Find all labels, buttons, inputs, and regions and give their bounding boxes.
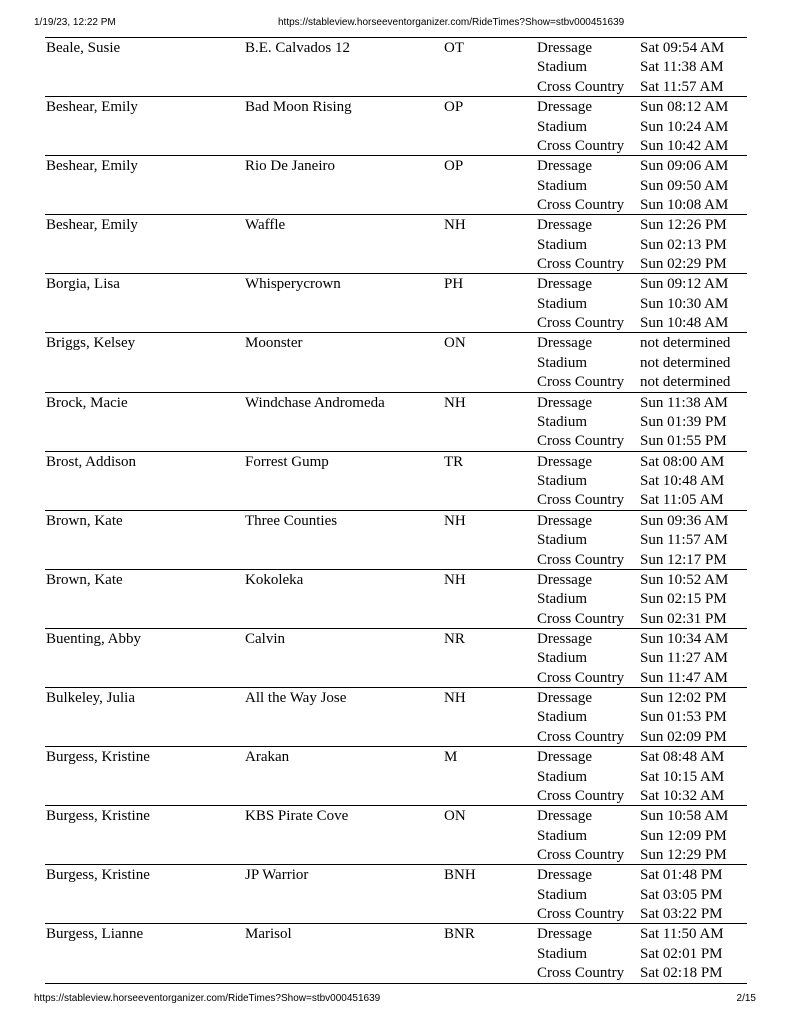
ride-time: Sun 12:17 PM: [640, 551, 727, 568]
phase-label: Stadium: [537, 473, 588, 490]
ride-time: Sun 09:50 AM: [640, 177, 729, 194]
table-row: [45, 924, 747, 983]
division-code: OT: [444, 40, 464, 56]
ride-time: Sun 11:57 AM: [640, 532, 728, 549]
phase-list: [537, 512, 624, 570]
horse-name: Waffle: [245, 217, 286, 234]
phase-label: Stadium: [537, 295, 588, 312]
ride-time: Sat 02:18 PM: [640, 965, 723, 982]
phase-label: Stadium: [537, 945, 588, 962]
phase-label: Dressage: [537, 630, 592, 647]
ride-time: Sun 10:52 AM: [640, 571, 729, 588]
phase-list: [537, 689, 624, 747]
ride-time: Sun 10:30 AM: [640, 295, 729, 312]
phase-list: [537, 334, 624, 392]
ride-time: Sun 02:31 PM: [640, 610, 727, 627]
rider-name: Beshear, Emily: [46, 99, 138, 116]
ride-time: Sun 11:38 AM: [640, 394, 728, 411]
rider-name: Burgess, Kristine: [46, 808, 150, 825]
division-code: TR: [444, 453, 464, 470]
horse-name: Whisperycrown: [245, 276, 341, 293]
phase-label: Cross Country: [537, 78, 625, 95]
ride-time-list: [640, 98, 728, 156]
table-row: [45, 865, 747, 924]
rider-name: Brost, Addison: [46, 453, 137, 470]
phase-label: Dressage: [537, 512, 592, 529]
print-footer: [0, 993, 791, 1007]
phase-label: Cross Country: [537, 433, 625, 450]
division-code: NH: [444, 512, 466, 529]
rider-name: Beshear, Emily: [46, 158, 138, 175]
phase-label: Cross Country: [537, 847, 625, 864]
ride-time: Sat 11:50 AM: [640, 926, 724, 943]
phase-list: [537, 98, 624, 156]
rider-name: Brown, Kate: [46, 512, 123, 529]
division-code: M: [444, 749, 458, 766]
table-row: [45, 274, 747, 333]
print-header: [0, 17, 791, 31]
ride-time: Sun 10:48 AM: [640, 315, 729, 332]
horse-name: Windchase Andromeda: [245, 394, 385, 411]
phase-label: Cross Country: [537, 137, 625, 154]
phase-label: Dressage: [537, 690, 592, 707]
phase-label: Dressage: [537, 99, 592, 116]
phase-label: Stadium: [537, 650, 588, 667]
phase-label: Stadium: [537, 59, 588, 76]
horse-name: Marisol: [245, 926, 292, 943]
phase-label: Stadium: [537, 768, 588, 785]
ride-time-list: [640, 571, 728, 629]
phase-label: Stadium: [537, 709, 588, 726]
table-row: [45, 38, 747, 97]
ride-time: Sun 09:36 AM: [640, 512, 729, 529]
phase-list: [537, 630, 624, 688]
ride-time: Sun 01:55 PM: [640, 433, 727, 450]
phase-label: Dressage: [537, 571, 592, 588]
ride-time: Sun 10:42 AM: [640, 137, 729, 154]
horse-name: All the Way Jose: [245, 690, 347, 707]
horse-name: Calvin: [245, 630, 285, 647]
print-header-url: https://stableview.horseeventorganizer.com/RideTimes?Show=stbv000451639: [278, 17, 625, 28]
ride-time-list: [640, 807, 728, 865]
ride-time: Sat 03:22 PM: [640, 906, 723, 923]
horse-name: Kokoleka: [245, 571, 304, 588]
phase-label: Cross Country: [537, 610, 625, 627]
ride-time: Sun 01:39 PM: [640, 413, 727, 430]
table-row: [45, 333, 747, 392]
phase-label: Dressage: [537, 867, 592, 884]
ride-time: Sat 08:00 AM: [640, 453, 725, 470]
phase-label: Cross Country: [537, 906, 625, 923]
table-row: [45, 393, 747, 452]
table-row: [45, 806, 747, 865]
table-row: [45, 452, 747, 511]
phase-label: Cross Country: [537, 197, 625, 213]
ride-time: Sun 02:15 PM: [640, 591, 727, 608]
ride-time: Sun 12:09 PM: [640, 827, 727, 844]
horse-name: Moonster: [245, 335, 303, 352]
rider-name: Brown, Kate: [46, 571, 123, 588]
phase-label: Cross Country: [537, 374, 625, 391]
ride-time: Sat 01:48 PM: [640, 867, 723, 884]
phase-label: Cross Country: [537, 965, 625, 982]
phase-list: [537, 807, 624, 865]
phase-list: [537, 866, 624, 924]
ride-time: Sun 10:58 AM: [640, 808, 729, 825]
ride-time: Sun 11:27 AM: [640, 650, 728, 667]
phase-label: Stadium: [537, 886, 588, 903]
ride-time: Sat 11:38 AM: [640, 59, 724, 76]
phase-list: [537, 925, 624, 983]
division-code: NR: [444, 630, 465, 647]
phase-label: Dressage: [537, 453, 592, 470]
phase-label: Cross Country: [537, 551, 625, 568]
table-row: [45, 688, 747, 747]
ride-time: Sun 10:24 AM: [640, 118, 729, 135]
ride-time-list: [640, 216, 727, 274]
phase-label: Dressage: [537, 217, 592, 234]
division-code: NH: [444, 571, 466, 588]
table-row: [45, 511, 747, 570]
horse-name: Bad Moon Rising: [245, 99, 352, 116]
phase-list: [537, 275, 624, 333]
rider-name: Burgess, Kristine: [46, 749, 150, 766]
ride-time: Sun 12:29 PM: [640, 847, 727, 864]
phase-label: Dressage: [537, 335, 592, 352]
ride-time-list: [640, 275, 728, 333]
phase-label: Dressage: [537, 926, 592, 943]
phase-label: Stadium: [537, 532, 588, 549]
ride-time: Sun 02:29 PM: [640, 256, 727, 273]
ride-time: Sun 12:26 PM: [640, 217, 727, 234]
phase-label: Stadium: [537, 591, 588, 608]
ride-time-list: [640, 630, 728, 688]
ride-time-list: [640, 157, 728, 215]
table-row: [45, 97, 747, 156]
phase-list: [537, 748, 624, 806]
print-date: 1/19/23, 12:22 PM: [34, 17, 116, 28]
phase-label: Dressage: [537, 40, 592, 56]
horse-name: B.E. Calvados 12: [245, 40, 350, 56]
phase-label: Stadium: [537, 177, 588, 194]
phase-label: Dressage: [537, 276, 592, 293]
ride-time: Sun 09:12 AM: [640, 276, 729, 293]
ride-time: not determined: [640, 354, 731, 371]
rider-name: Beshear, Emily: [46, 217, 138, 234]
phase-list: [537, 571, 624, 629]
table-row: [45, 215, 747, 274]
ride-time: Sun 01:53 PM: [640, 709, 727, 726]
phase-label: Stadium: [537, 236, 588, 253]
rider-name: Burgess, Lianne: [46, 926, 144, 943]
phase-label: Cross Country: [537, 728, 625, 745]
division-code: OP: [444, 158, 464, 175]
phase-label: Stadium: [537, 413, 588, 430]
phase-label: Cross Country: [537, 787, 625, 804]
phase-label: Cross Country: [537, 256, 625, 273]
ride-time-list: [640, 334, 730, 392]
ride-time: not determined: [640, 335, 731, 352]
table-row: [45, 570, 747, 629]
rider-name: Brock, Macie: [46, 394, 128, 411]
horse-name: Rio De Janeiro: [245, 158, 335, 175]
ride-time-list: [640, 689, 727, 747]
horse-name: Forrest Gump: [245, 453, 329, 470]
horse-name: KBS Pirate Cove: [245, 808, 349, 825]
horse-name: Arakan: [245, 749, 290, 766]
division-code: PH: [444, 276, 464, 293]
phase-label: Stadium: [537, 827, 588, 844]
rider-name: Beale, Susie: [46, 40, 121, 56]
ride-time: Sun 02:13 PM: [640, 236, 727, 253]
ride-time-list: [640, 39, 724, 97]
division-code: ON: [444, 808, 466, 825]
horse-name: Three Counties: [245, 512, 338, 529]
page-number: 2/15: [736, 993, 756, 1004]
division-code: OP: [444, 99, 464, 116]
phase-list: [537, 39, 624, 97]
phase-label: Stadium: [537, 118, 588, 135]
phase-label: Cross Country: [537, 315, 625, 332]
ride-time: Sun 10:34 AM: [640, 630, 729, 647]
division-code: NH: [444, 690, 466, 707]
phase-label: Cross Country: [537, 669, 625, 686]
ride-time: Sat 03:05 PM: [640, 886, 723, 903]
rider-name: Borgia, Lisa: [46, 276, 120, 293]
horse-name: JP Warrior: [245, 867, 309, 884]
ride-times-table: [45, 37, 747, 984]
ride-time: Sun 08:12 AM: [640, 99, 729, 116]
phase-label: Dressage: [537, 749, 592, 766]
ride-time: Sat 10:15 AM: [640, 768, 725, 785]
ride-time: Sun 10:08 AM: [640, 197, 729, 213]
division-code: BNH: [444, 867, 476, 884]
phase-list: [537, 394, 624, 452]
ride-time: Sun 09:06 AM: [640, 158, 729, 175]
ride-time: Sun 12:02 PM: [640, 690, 727, 707]
ride-time: Sat 11:05 AM: [640, 492, 724, 509]
phase-label: Dressage: [537, 158, 592, 175]
ride-time: Sun 02:09 PM: [640, 728, 727, 745]
ride-time: Sat 11:57 AM: [640, 78, 724, 95]
ride-time: Sat 02:01 PM: [640, 945, 723, 962]
ride-time-list: [640, 394, 728, 452]
phase-label: Cross Country: [537, 492, 625, 509]
ride-time-list: [640, 453, 724, 511]
ride-time: Sat 09:54 AM: [640, 40, 725, 56]
ride-time-list: [640, 925, 724, 983]
print-footer-url: https://stableview.horseeventorganizer.com/RideTimes?Show=stbv000451639: [34, 993, 381, 1004]
ride-time: Sat 10:32 AM: [640, 787, 725, 804]
division-code: NH: [444, 217, 466, 234]
ride-time: Sat 08:48 AM: [640, 749, 725, 766]
ride-time-list: [640, 866, 723, 924]
rider-name: Burgess, Kristine: [46, 867, 150, 884]
rider-name: Bulkeley, Julia: [46, 690, 136, 707]
phase-label: Dressage: [537, 808, 592, 825]
ride-time: Sat 10:48 AM: [640, 473, 725, 490]
division-code: NH: [444, 394, 466, 411]
rider-name: Buenting, Abby: [46, 630, 142, 647]
phase-list: [537, 216, 624, 274]
ride-time-list: [640, 512, 728, 570]
ride-time: not determined: [640, 374, 731, 391]
table-row: [45, 629, 747, 688]
ride-time-list: [640, 748, 724, 806]
phase-label: Stadium: [537, 354, 588, 371]
division-code: BNR: [444, 926, 475, 943]
phase-label: Dressage: [537, 394, 592, 411]
division-code: ON: [444, 335, 466, 352]
phase-list: [537, 157, 624, 215]
ride-time: Sun 11:47 AM: [640, 669, 728, 686]
rider-name: Briggs, Kelsey: [46, 335, 136, 352]
phase-list: [537, 453, 624, 511]
table-row: [45, 747, 747, 806]
table-row: [45, 156, 747, 215]
